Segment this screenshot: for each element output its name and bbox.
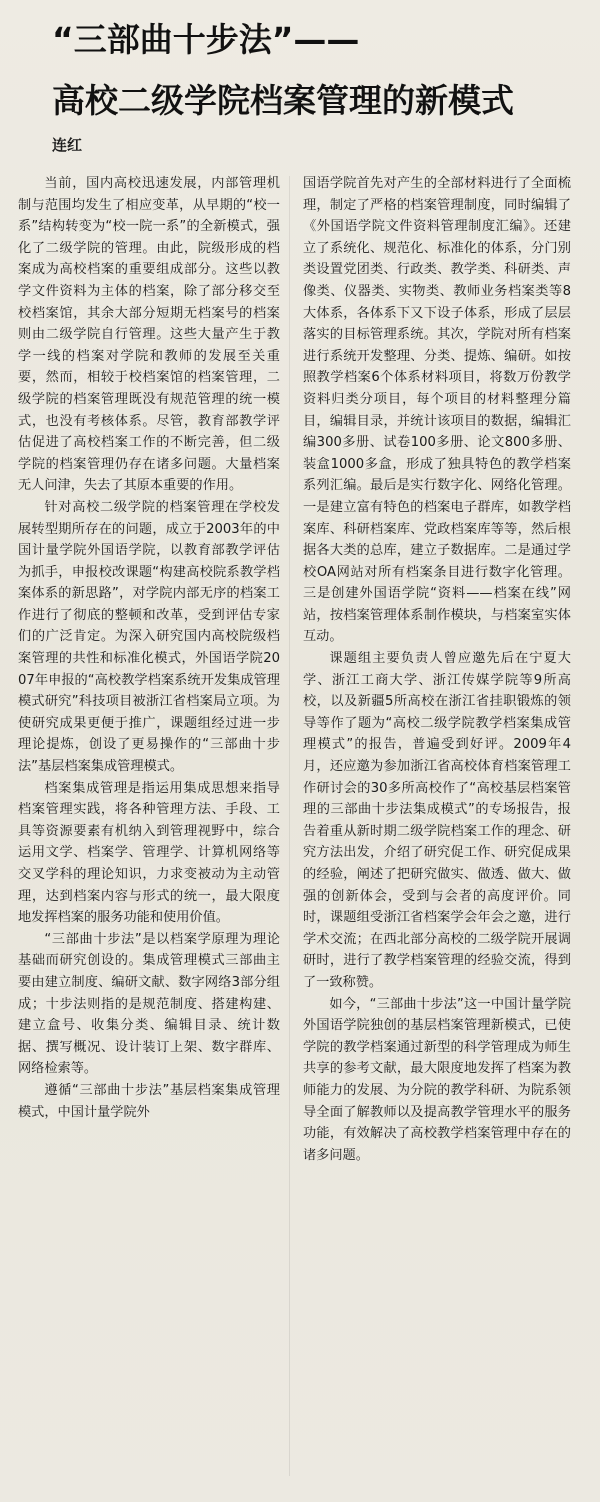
- paragraph: 如今，“三部曲十步法”这一中国计量学院外国语学院独创的基层档案管理新模式，已使学院的教学档案通过新型的科学管理成为师生共享的参考文献，最大限度地发挥了档案为教师能力的发展、为分院的教学科研、为院系领导全面了解教师以及提高教学管理水平的服务功能，有效解决了高校教学档案管理中存在的诸多问题。: [303, 996, 571, 1163]
- paragraph: 遵循“三部曲十步法”基层档案集成管理模式，中国计量学院外: [18, 1082, 280, 1120]
- paragraph: 当前，国内高校迅速发展，内部管理机制与范围均发生了相应变革，从早期的“校一系”结构转变为“校一院一系”的全新模式，强化了二级学院的管理。由此，院级形成的档案成为高校档案的重要组成部分。这些以教学文件资料为主体的档案，除了部分移交至校档案馆，其余大部分短期无档案号的档案则由二级学院自行管理。这些大量产生于教学一线的档案对学院和教师的发展至关重要，然而，相较于校档案馆的档案管理，二级学院的档案管理既没有规范管理的统一模式，也没有考核体系。尽管，教育部教学评估促进了高校档案工作的不断完善，但二级学院的档案管理仍存在诸多问题。大量档案无人问津，失去了其原本重要的作用。: [18, 176, 280, 494]
- column-divider: [289, 176, 290, 1476]
- paragraph: 针对高校二级学院的档案管理在学校发展转型期所存在的问题，成立于2003年的中国计量学院外国语学院，以教育部教学评估为抓手，申报校改课题“构建高校院系教学档案体系的新思路”，对学院内部无序的档案工作进行了彻底的整顿和改革，受到评估专家们的广泛肯定。为深入研究国内高校院级档案管理的共性和标准化模式，外国语学院2007年申报的“高校教学档案系统开发集成管理模式研究”科技项目被浙江省档案局立项。为使研究成果更便于推广，课题组经过进一步理论提炼，创设了更易操作的“三部曲十步法”基层档案集成管理模式。: [18, 499, 280, 775]
- article-title-line-1: “三部曲十步法”——: [52, 20, 360, 59]
- paragraph-continuation: 国语学院首先对产生的全部材料进行了全面梳理，制定了严格的档案管理制度，同时编辑了《外国语学院文件资料管理制度汇编》。还建立了系统化、规范化、标准化的体系，分门别类设置党团类、行政类、教学类、科研类、声像类、仪器类、实物类、教师业务档案类等8大体系，各体系下又下设子体系，形成了层层落实的目标管理系统。其次，学院对所有档案进行系统开发整理、分类、提炼、编研。如按照教学档案6个体系材料项目，将数万份教学资料归类分项目，每个项目的材料整理分篇目，编辑目录，并统计该项目的数据，编辑汇编300多册、试卷100多册、论文800多册、装盒1000多盒，形成了独具特色的教学档案系列汇编。最后是实行数字化、网络化管理。一是建立富有特色的档案电子群库，如教学档案库、科研档案库、党政档案库等等，然后根据各大类的总库，建立子数据库。二是通过学校OA网站对所有档案条目进行数字化管理。三是创建外国语学院“资料——档案在线”网站，按档案管理体系制作模块，与档案室实体互动。: [303, 176, 571, 645]
- article-title-line-2: 高校二级学院档案管理的新模式: [52, 81, 514, 120]
- text-column-left: [18, 173, 280, 1123]
- article-author: 连红: [52, 136, 83, 154]
- paragraph: 课题组主要负责人曾应邀先后在宁夏大学、浙江工商大学、浙江传媒学院等9所高校，以及新疆5所高校在浙江省挂职锻炼的领导等作了题为“高校二级学院教学档案集成管理模式”的报告，普遍受到好评。2009年4月，还应邀为参加浙江省高校体育档案管理工作研讨会的30多所高校作了“高校基层档案管理的三部曲十步法集成模式”的专场报告，报告着重从新时期二级学院档案工作的理念、研究方法出发，介绍了研究促工作、研究促成果的经验，阐述了把研究做实、做透、做大、做强的创新体会，受到与会者的高度评价。同时，课题组受浙江省档案学会年会之邀，进行学术交流；在西北部分高校的二级学院开展调研时，进行了教学档案管理的经验交流，得到了一致称赞。: [303, 651, 571, 990]
- text-column-right: [303, 173, 571, 1166]
- paragraph: 档案集成管理是指运用集成思想来指导档案管理实践，将各种管理方法、手段、工具等资源要素有机纳入到管理视野中，综合运用文学、档案学、管理学、计算机网络等交叉学科的理论知识，力求变被动为主动管理，达到档案内容与形式的统一，最大限度地发挥档案的服务功能和使用价值。: [18, 780, 280, 926]
- paragraph: “三部曲十步法”是以档案学原理为理论基础而研究创设的。集成管理模式三部曲主要由建立制度、编研文献、数字网络3部分组成；十步法则指的是规范制度、搭建构建、建立盒号、收集分类、编辑目录、统计数据、撰写概况、设计装订上架、数字群库、网络检索等。: [18, 931, 280, 1077]
